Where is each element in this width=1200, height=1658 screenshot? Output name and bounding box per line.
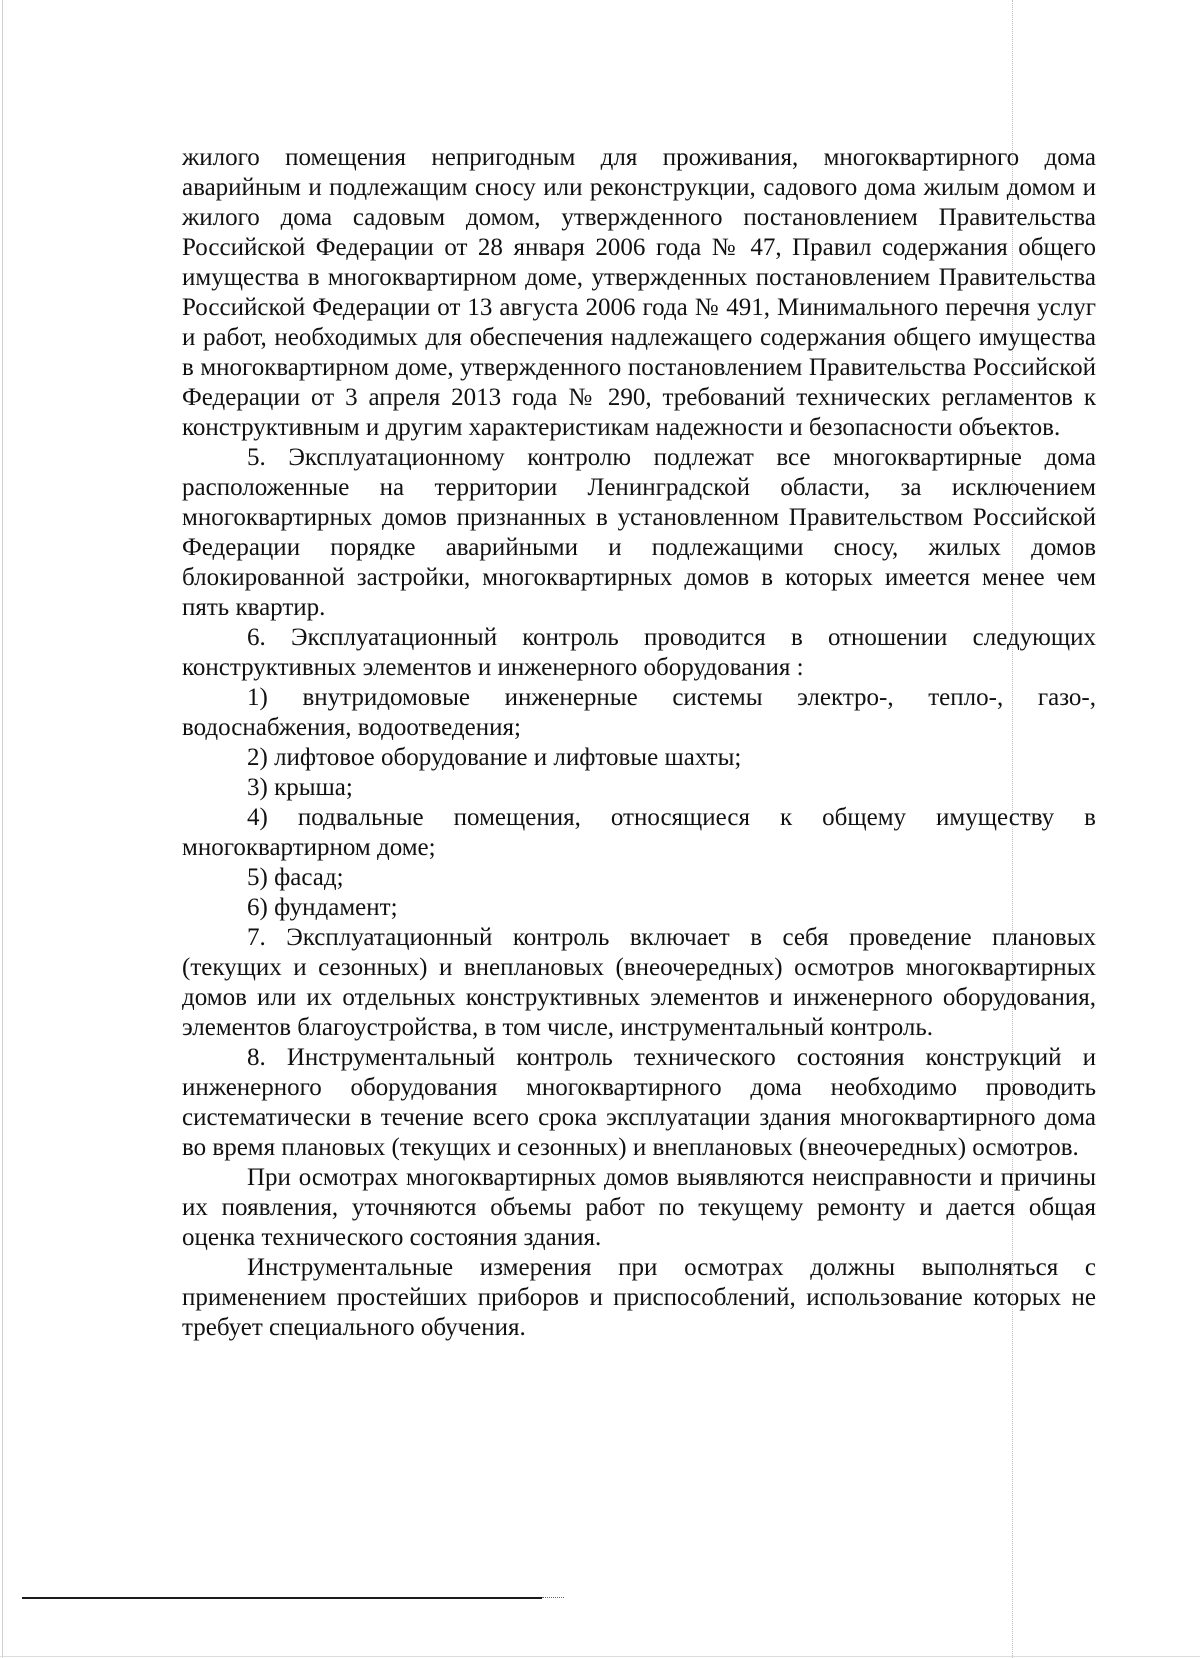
paragraph-6: 6. Эксплуатационный контроль проводится в отношении следующих конструктивных элементов и инженерного оборудования : <box>182 624 1096 681</box>
paragraph-8: 8. Инструментальный контроль технического состояния конструкций и инженерного оборудования многоквартирного дома необходимо проводить систематически в течение всего срока эксплуатации здания многоквартирного дома во время плановых (текущих и сезонных) и внеплановых (внеочередных) осмотров. <box>182 1044 1096 1161</box>
scan-bottom-edge <box>0 1656 1200 1657</box>
list-item-2: 2) лифтовое оборудование и лифтовые шахты; <box>247 744 742 771</box>
document-body <box>182 143 1096 1343</box>
paragraph-measurements: Инструментальные измерения при осмотрах должны выполняться с применением простейших приборов и приспособлений, использование которых не требует специального обучения. <box>182 1254 1096 1341</box>
footnote-separator-line <box>22 1597 542 1599</box>
list-item-4: 4) подвальные помещения, относящиеся к общему имуществу в многоквартирном доме; <box>182 804 1096 861</box>
paragraph-7: 7. Эксплуатационный контроль включает в себя проведение плановых (текущих и сезонных) и внеплановых (внеочередных) осмотров многоквартирных домов или их отдельных конструктивных элементов и инженерного оборудования, элементов благоустройства, в том числе, инструментальный контроль. <box>182 924 1096 1041</box>
paragraph-continuation: жилого помещения непригодным для проживания, многоквартирного дома аварийным и подлежащим сносу или реконструкции, садового дома жилым домом и жилого дома садовым домом, утвержденного постановлением Правительства Российской Федерации от 28 января 2006 года № 47, Правил содержания общего имущества в многоквартирном доме, утвержденных постановлением Правительства Российской Федерации от 13 августа 2006 года № 491, Минимального перечня услуг и работ, необходимых для обеспечения надлежащего содержания общего имущества в многоквартирном доме, утвержденного постановлением Правительства Российской Федерации от 3 апреля 2013 года № 290, требований технических регламентов к конструктивным и другим характеристикам надежности и безопасности объектов. <box>182 144 1096 441</box>
paragraph-inspections: При осмотрах многоквартирных домов выявляются неисправности и причины их появления, уточняются объемы работ по текущему ремонту и дается общая оценка технического состояния здания. <box>182 1164 1096 1251</box>
footnote-separator-tail <box>542 1597 564 1598</box>
list-item-3: 3) крыша; <box>247 774 353 801</box>
list-item-6: 6) фундамент; <box>247 894 398 921</box>
scan-left-edge <box>2 0 3 1658</box>
list-item-5: 5) фасад; <box>247 864 344 891</box>
list-item-1: 1) внутридомовые инженерные системы электро-, тепло-, газо-, водоснабжения, водоотведения; <box>182 684 1096 741</box>
paragraph-5: 5. Эксплуатационному контролю подлежат все многоквартирные дома расположенные на территории Ленинградской области, за исключением многоквартирных домов признанных в установленном Правительством Российской Федерации порядке аварийными и подлежащими сносу, жилых домов блокированной застройки, многоквартирных домов в которых имеется менее чем пять квартир. <box>182 444 1096 621</box>
